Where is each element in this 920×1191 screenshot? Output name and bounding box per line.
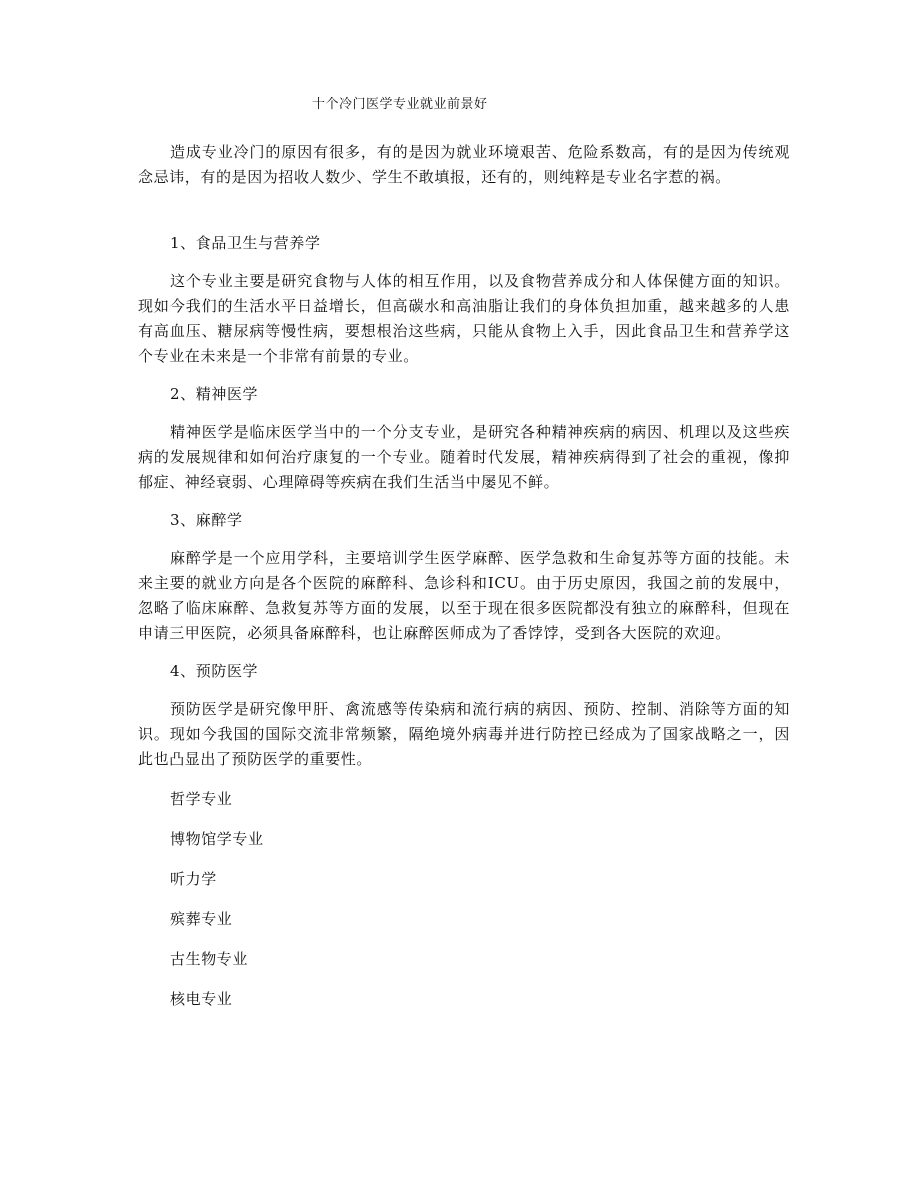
document-body — [138, 140, 790, 1012]
section-body-3: 麻醉学是一个应用学科，主要培训学生医学麻醉、医学急救和生命复苏等方面的技能。未来主要的就业方向是各个医院的麻醉科、急诊科和ICU。由于历史原因，我国之前的发展中，忽略了临床麻醉、急救复苏等方面的发展，以至于现在很多医院都没有独立的麻醉科，但现在申请三甲医院，必须具备麻醉科，也让麻醉医师成为了香饽饽，受到各大医院的欢迎。 — [138, 549, 790, 642]
list-item: 核电专业 — [170, 990, 233, 1008]
section-heading-3: 3、麻醉学 — [170, 511, 243, 529]
section-heading-2: 2、精神医学 — [170, 385, 259, 403]
list-item: 听力学 — [170, 870, 217, 888]
section-body-4: 预防医学是研究像甲肝、禽流感等传染病和流行病的病因、预防、控制、消除等方面的知识。现如今我国的国际交流非常频繁，隔绝境外病毒并进行防控已经成为了国家战略之一，因此也凸显出了预防医学的重要性。 — [138, 700, 790, 768]
list-item: 哲学专业 — [170, 790, 233, 808]
section-heading-4: 4、预防医学 — [170, 662, 259, 680]
list-item: 博物馆学专业 — [170, 830, 264, 848]
document-title: 十个冷门医学专业就业前景好 — [312, 97, 488, 112]
list-item: 殡葬专业 — [170, 910, 233, 928]
section-body-1: 这个专业主要是研究食物与人体的相互作用，以及食物营养成分和人体保健方面的知识。现如今我们的生活水平日益增长，但高碳水和高油脂让我们的身体负担加重，越来越多的人患有高血压、糖尿病等慢性病，要想根治这些病，只能从食物上入手，因此食品卫生和营养学这个专业在未来是一个非常有前景的专业。 — [138, 272, 790, 365]
section-heading-1: 1、食品卫生与营养学 — [170, 234, 321, 252]
section-body-2: 精神医学是临床医学当中的一个分支专业，是研究各种精神疾病的病因、机理以及这些疾病的发展规律和如何治疗康复的一个专业。随着时代发展，精神疾病得到了社会的重视，像抑郁症、神经衰弱、心理障碍等疾病在我们生活当中屡见不鲜。 — [138, 423, 790, 491]
intro-paragraph: 造成专业冷门的原因有很多，有的是因为就业环境艰苦、危险系数高，有的是因为传统观念忌讳，有的是因为招收人数少、学生不敢填报，还有的，则纯粹是专业名字惹的祸。 — [138, 143, 790, 186]
list-item: 古生物专业 — [170, 950, 249, 968]
